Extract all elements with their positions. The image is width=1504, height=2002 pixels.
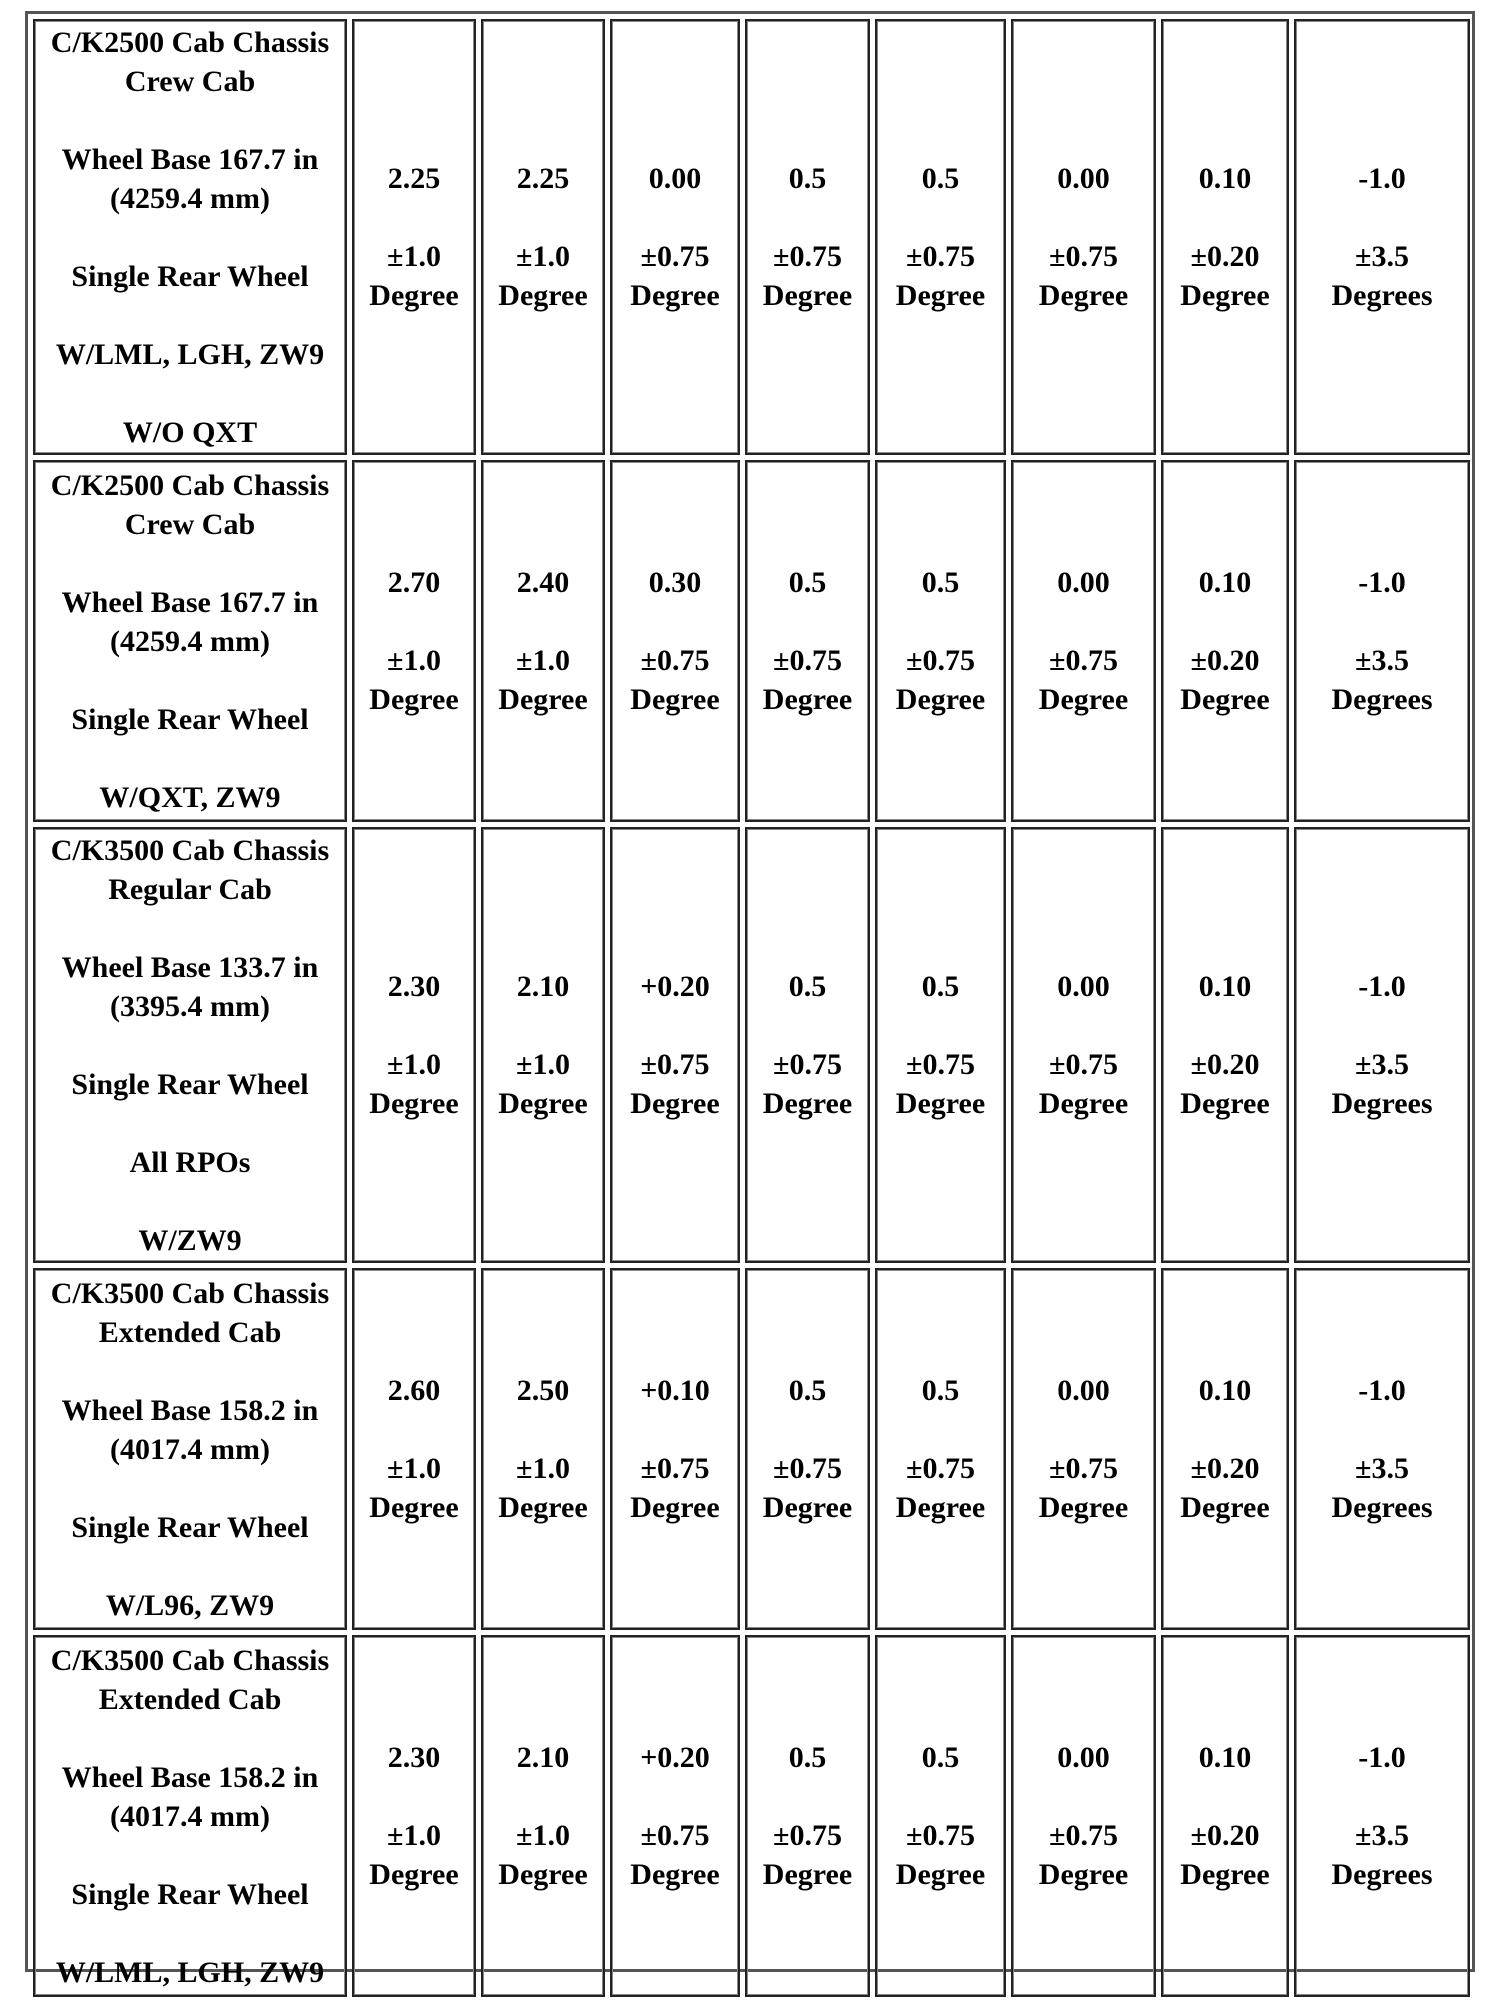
spec-value-cell bbox=[745, 1635, 870, 1997]
spec-tolerance: ±3.5 bbox=[1355, 1452, 1409, 1485]
spec-unit: Degree bbox=[1180, 683, 1270, 716]
spec-value: +0.20 bbox=[640, 1741, 710, 1774]
spec-tolerance: ±3.5 bbox=[1355, 644, 1409, 677]
line-spacer bbox=[612, 602, 738, 641]
line-spacer bbox=[35, 1836, 345, 1875]
spec-tolerance: ±1.0 bbox=[387, 1452, 441, 1485]
line-spacer bbox=[877, 1410, 1004, 1449]
spec-value: 2.10 bbox=[516, 1741, 570, 1774]
spec-tolerance: ±0.20 bbox=[1190, 1819, 1260, 1852]
line-spacer bbox=[1296, 1410, 1468, 1449]
line-spacer bbox=[35, 909, 345, 948]
line-spacer bbox=[483, 1006, 603, 1045]
spec-value-cell bbox=[875, 19, 1006, 455]
spec-value: 0.00 bbox=[1057, 566, 1110, 599]
line-spacer bbox=[35, 1469, 345, 1508]
spec-tolerance: ±1.0 bbox=[387, 1819, 441, 1852]
spec-unit: Degree bbox=[630, 1491, 720, 1524]
vehicle-description-cell bbox=[33, 460, 347, 822]
spec-unit: Degree bbox=[1038, 683, 1129, 716]
vehicle-description-line: W/ZW9 bbox=[138, 1223, 242, 1257]
spec-tolerance: ±0.75 bbox=[640, 240, 710, 273]
line-spacer bbox=[1163, 1006, 1287, 1045]
spec-unit: Degree bbox=[895, 1858, 986, 1891]
spec-tolerance: ±1.0 bbox=[516, 644, 570, 677]
line-spacer bbox=[35, 374, 345, 413]
spec-value-cell bbox=[352, 1268, 476, 1630]
spec-value-cell bbox=[1161, 460, 1289, 822]
spec-value-cell bbox=[745, 460, 870, 822]
vehicle-description-line: (3395.4 mm) bbox=[110, 989, 270, 1023]
spec-unit: Degree bbox=[1180, 279, 1270, 312]
spec-unit: Degree bbox=[369, 683, 459, 716]
spec-value-cell bbox=[1011, 1268, 1156, 1630]
spec-value-cell bbox=[610, 1635, 740, 1997]
spec-value: 2.30 bbox=[387, 970, 441, 1003]
spec-value: 0.5 bbox=[921, 970, 960, 1003]
spec-value: 0.10 bbox=[1198, 1741, 1252, 1774]
line-spacer bbox=[1013, 1777, 1154, 1816]
spec-tolerance: ±0.75 bbox=[906, 1048, 975, 1081]
line-spacer bbox=[1013, 1410, 1154, 1449]
spec-tolerance: ±0.75 bbox=[773, 1452, 842, 1485]
spec-tolerance: ±0.75 bbox=[906, 1819, 975, 1852]
line-spacer bbox=[35, 661, 345, 700]
spec-unit: Degree bbox=[895, 1491, 986, 1524]
spec-unit: Degree bbox=[895, 1087, 986, 1120]
spec-unit: Degree bbox=[1180, 1858, 1270, 1891]
line-spacer bbox=[1163, 1777, 1287, 1816]
spec-unit: Degree bbox=[369, 1858, 459, 1891]
line-spacer bbox=[354, 1777, 474, 1816]
spec-unit: Degree bbox=[498, 1858, 588, 1891]
line-spacer bbox=[747, 1410, 868, 1449]
spec-unit: Degree bbox=[630, 1087, 720, 1120]
spec-tolerance: ±0.20 bbox=[1190, 240, 1260, 273]
spec-value-cell bbox=[1011, 827, 1156, 1263]
spec-unit: Degree bbox=[762, 683, 853, 716]
spec-unit: Degree bbox=[762, 1087, 853, 1120]
spec-value: 2.50 bbox=[516, 1374, 570, 1407]
spec-unit: Degree bbox=[895, 279, 986, 312]
spec-value-cell bbox=[875, 827, 1006, 1263]
line-spacer bbox=[35, 1914, 345, 1953]
vehicle-description-cell bbox=[33, 1268, 347, 1630]
vehicle-description-line: W/LML, LGH, ZW9 bbox=[55, 337, 325, 371]
spec-value-cell bbox=[875, 1635, 1006, 1997]
spec-value: 0.5 bbox=[921, 162, 960, 195]
spec-value: 0.5 bbox=[921, 566, 960, 599]
vehicle-description-line: W/O QXT bbox=[122, 415, 258, 449]
line-spacer bbox=[1163, 602, 1287, 641]
vehicle-description-line: C/K2500 Cab Chassis bbox=[50, 468, 330, 502]
vehicle-description-line: Extended Cab bbox=[98, 1682, 282, 1716]
spec-unit: Degree bbox=[369, 1491, 459, 1524]
line-spacer bbox=[354, 198, 474, 237]
spec-value-cell bbox=[352, 1635, 476, 1997]
spec-value-cell bbox=[352, 827, 476, 1263]
spec-tolerance: ±1.0 bbox=[387, 644, 441, 677]
spec-tolerance: ±1.0 bbox=[516, 240, 570, 273]
line-spacer bbox=[35, 296, 345, 335]
spec-value-cell bbox=[1294, 1268, 1470, 1630]
spec-unit: Degrees bbox=[1331, 1858, 1433, 1891]
spec-value-cell bbox=[1161, 827, 1289, 1263]
line-spacer bbox=[354, 602, 474, 641]
table-row bbox=[33, 1635, 1470, 1997]
line-spacer bbox=[1013, 1006, 1154, 1045]
spec-tolerance: ±0.75 bbox=[640, 1819, 710, 1852]
spec-value: 0.10 bbox=[1198, 970, 1252, 1003]
spec-unit: Degrees bbox=[1331, 683, 1433, 716]
vehicle-description-line: Single Rear Wheel bbox=[71, 1877, 309, 1911]
spec-value: -1.0 bbox=[1358, 970, 1406, 1003]
alignment-spec-table bbox=[28, 14, 1475, 2002]
line-spacer bbox=[1296, 602, 1468, 641]
spec-value: 2.10 bbox=[516, 970, 570, 1003]
spec-value-cell bbox=[1294, 1635, 1470, 1997]
line-spacer bbox=[1013, 602, 1154, 641]
spec-value-cell bbox=[745, 1268, 870, 1630]
spec-value: 0.5 bbox=[788, 1374, 827, 1407]
spec-value: 2.70 bbox=[387, 566, 441, 599]
spec-tolerance: ±0.75 bbox=[773, 644, 842, 677]
alignment-spec-table-frame bbox=[25, 11, 1475, 1989]
line-spacer bbox=[747, 1006, 868, 1045]
spec-value: 0.10 bbox=[1198, 566, 1252, 599]
spec-value: 0.00 bbox=[648, 162, 702, 195]
spec-unit: Degree bbox=[630, 683, 720, 716]
spec-tolerance: ±1.0 bbox=[387, 240, 441, 273]
line-spacer bbox=[35, 1547, 345, 1586]
spec-unit: Degree bbox=[369, 279, 459, 312]
spec-value-cell bbox=[745, 19, 870, 455]
spec-tolerance: ±0.75 bbox=[773, 1048, 842, 1081]
spec-value: 0.00 bbox=[1057, 1741, 1110, 1774]
spec-value: 0.10 bbox=[1198, 1374, 1252, 1407]
spec-tolerance: ±0.75 bbox=[1049, 1819, 1118, 1852]
vehicle-description-line: Single Rear Wheel bbox=[71, 1510, 309, 1544]
line-spacer bbox=[612, 1410, 738, 1449]
spec-tolerance: ±0.20 bbox=[1190, 1452, 1260, 1485]
table-body bbox=[33, 19, 1470, 1997]
spec-value: +0.20 bbox=[640, 970, 710, 1003]
vehicle-description-line: All RPOs bbox=[129, 1145, 251, 1179]
vehicle-description-line: Wheel Base 167.7 in bbox=[61, 142, 319, 176]
vehicle-description-line: (4017.4 mm) bbox=[110, 1432, 270, 1466]
spec-value: 2.60 bbox=[387, 1374, 441, 1407]
line-spacer bbox=[747, 1777, 868, 1816]
line-spacer bbox=[483, 198, 603, 237]
spec-value-cell bbox=[1011, 19, 1156, 455]
line-spacer bbox=[35, 1026, 345, 1065]
spec-value-cell bbox=[1294, 827, 1470, 1263]
spec-unit: Degree bbox=[895, 683, 986, 716]
spec-value-cell bbox=[610, 827, 740, 1263]
spec-value: 0.5 bbox=[788, 1741, 827, 1774]
spec-value: 0.5 bbox=[788, 566, 827, 599]
line-spacer bbox=[35, 1182, 345, 1221]
spec-tolerance: ±0.75 bbox=[640, 644, 710, 677]
table-row bbox=[33, 827, 1470, 1263]
spec-value-cell bbox=[1161, 19, 1289, 455]
vehicle-description-line: C/K3500 Cab Chassis bbox=[50, 833, 330, 867]
spec-tolerance: ±1.0 bbox=[516, 1452, 570, 1485]
vehicle-description-line: Single Rear Wheel bbox=[71, 259, 309, 293]
vehicle-description-line: W/L96, ZW9 bbox=[105, 1588, 275, 1622]
line-spacer bbox=[1296, 1006, 1468, 1045]
line-spacer bbox=[354, 1006, 474, 1045]
line-spacer bbox=[1163, 198, 1287, 237]
spec-value: 0.5 bbox=[788, 162, 827, 195]
spec-value-cell bbox=[352, 19, 476, 455]
line-spacer bbox=[35, 1104, 345, 1143]
spec-value: 0.10 bbox=[1198, 162, 1252, 195]
table-row bbox=[33, 19, 1470, 455]
spec-value: 0.00 bbox=[1057, 162, 1110, 195]
line-spacer bbox=[1296, 1777, 1468, 1816]
vehicle-description-line: (4017.4 mm) bbox=[110, 1799, 270, 1833]
spec-tolerance: ±3.5 bbox=[1355, 1048, 1409, 1081]
spec-value-cell bbox=[481, 1268, 605, 1630]
spec-tolerance: ±0.75 bbox=[1049, 644, 1118, 677]
line-spacer bbox=[35, 544, 345, 583]
vehicle-description-line: Regular Cab bbox=[108, 872, 272, 906]
spec-unit: Degree bbox=[630, 279, 720, 312]
spec-unit: Degree bbox=[1038, 1491, 1129, 1524]
line-spacer bbox=[612, 1006, 738, 1045]
spec-tolerance: ±0.75 bbox=[773, 240, 842, 273]
table-row bbox=[33, 1268, 1470, 1630]
spec-value-cell bbox=[1294, 19, 1470, 455]
spec-value: -1.0 bbox=[1358, 1374, 1406, 1407]
spec-value: -1.0 bbox=[1358, 162, 1406, 195]
spec-unit: Degree bbox=[498, 1087, 588, 1120]
spec-unit: Degree bbox=[498, 1491, 588, 1524]
spec-tolerance: ±0.75 bbox=[1049, 1048, 1118, 1081]
spec-unit: Degree bbox=[1180, 1087, 1270, 1120]
spec-value-cell bbox=[745, 827, 870, 1263]
spec-unit: Degree bbox=[630, 1858, 720, 1891]
vehicle-description-line: (4259.4 mm) bbox=[110, 181, 270, 215]
spec-value-cell bbox=[610, 460, 740, 822]
vehicle-description-line: (4259.4 mm) bbox=[110, 624, 270, 658]
spec-value-cell bbox=[481, 19, 605, 455]
line-spacer bbox=[877, 1006, 1004, 1045]
line-spacer bbox=[35, 218, 345, 257]
line-spacer bbox=[483, 1410, 603, 1449]
line-spacer bbox=[877, 602, 1004, 641]
spec-tolerance: ±0.20 bbox=[1190, 644, 1260, 677]
line-spacer bbox=[1296, 198, 1468, 237]
vehicle-description-line: Single Rear Wheel bbox=[71, 1067, 309, 1101]
spec-value-cell bbox=[481, 827, 605, 1263]
line-spacer bbox=[747, 602, 868, 641]
spec-value: 0.5 bbox=[788, 970, 827, 1003]
spec-value: 2.40 bbox=[516, 566, 570, 599]
vehicle-description-line: Wheel Base 167.7 in bbox=[61, 585, 319, 619]
line-spacer bbox=[612, 198, 738, 237]
line-spacer bbox=[354, 1410, 474, 1449]
spec-value: 2.25 bbox=[516, 162, 570, 195]
spec-value-cell bbox=[481, 460, 605, 822]
spec-value: 0.5 bbox=[921, 1374, 960, 1407]
vehicle-description-line: Extended Cab bbox=[98, 1315, 282, 1349]
spec-unit: Degree bbox=[369, 1087, 459, 1120]
spec-value-cell bbox=[481, 1635, 605, 1997]
vehicle-description-line: C/K2500 Cab Chassis bbox=[50, 25, 330, 59]
line-spacer bbox=[877, 198, 1004, 237]
spec-tolerance: ±0.75 bbox=[906, 644, 975, 677]
vehicle-description-cell bbox=[33, 1635, 347, 1997]
line-spacer bbox=[877, 1777, 1004, 1816]
vehicle-description-line: Wheel Base 158.2 in bbox=[61, 1760, 319, 1794]
line-spacer bbox=[35, 1352, 345, 1391]
spec-value: 2.25 bbox=[387, 162, 441, 195]
spec-value: 0.00 bbox=[1057, 1374, 1110, 1407]
spec-value: 2.30 bbox=[387, 1741, 441, 1774]
spec-unit: Degree bbox=[762, 1491, 853, 1524]
spec-value: 0.00 bbox=[1057, 970, 1110, 1003]
spec-value: +0.10 bbox=[640, 1374, 710, 1407]
spec-unit: Degree bbox=[762, 279, 853, 312]
vehicle-description-line: W/LML, LGH, ZW9 bbox=[55, 1955, 325, 1989]
line-spacer bbox=[483, 602, 603, 641]
line-spacer bbox=[1163, 1410, 1287, 1449]
vehicle-description-line: Wheel Base 133.7 in bbox=[61, 950, 319, 984]
line-spacer bbox=[35, 1719, 345, 1758]
line-spacer bbox=[483, 1777, 603, 1816]
vehicle-description-line: Crew Cab bbox=[124, 507, 256, 541]
spec-unit: Degree bbox=[498, 683, 588, 716]
vehicle-description-line: Wheel Base 158.2 in bbox=[61, 1393, 319, 1427]
vehicle-description-line: Single Rear Wheel bbox=[71, 702, 309, 736]
spec-tolerance: ±1.0 bbox=[387, 1048, 441, 1081]
spec-value-cell bbox=[1011, 460, 1156, 822]
spec-unit: Degree bbox=[1038, 1087, 1129, 1120]
spec-value: 0.30 bbox=[648, 566, 702, 599]
spec-unit: Degree bbox=[1038, 1858, 1129, 1891]
spec-tolerance: ±1.0 bbox=[516, 1819, 570, 1852]
spec-tolerance: ±1.0 bbox=[516, 1048, 570, 1081]
spec-tolerance: ±3.5 bbox=[1355, 1819, 1409, 1852]
spec-tolerance: ±0.75 bbox=[640, 1452, 710, 1485]
spec-tolerance: ±0.75 bbox=[906, 1452, 975, 1485]
spec-value: -1.0 bbox=[1358, 1741, 1406, 1774]
spec-value-cell bbox=[352, 460, 476, 822]
table-row bbox=[33, 460, 1470, 822]
spec-unit: Degree bbox=[1180, 1491, 1270, 1524]
spec-unit: Degree bbox=[498, 279, 588, 312]
spec-value-cell bbox=[875, 1268, 1006, 1630]
spec-unit: Degree bbox=[762, 1858, 853, 1891]
spec-value-cell bbox=[1161, 1635, 1289, 1997]
vehicle-description-line: C/K3500 Cab Chassis bbox=[50, 1276, 330, 1310]
spec-unit: Degrees bbox=[1331, 1087, 1433, 1120]
line-spacer bbox=[35, 101, 345, 140]
spec-tolerance: ±0.75 bbox=[773, 1819, 842, 1852]
spec-value: -1.0 bbox=[1358, 566, 1406, 599]
spec-tolerance: ±0.20 bbox=[1190, 1048, 1260, 1081]
spec-tolerance: ±3.5 bbox=[1355, 240, 1409, 273]
vehicle-description-line: C/K3500 Cab Chassis bbox=[50, 1643, 330, 1677]
vehicle-description-cell bbox=[33, 827, 347, 1263]
spec-unit: Degree bbox=[1038, 279, 1129, 312]
spec-tolerance: ±0.75 bbox=[906, 240, 975, 273]
line-spacer bbox=[1013, 198, 1154, 237]
spec-value-cell bbox=[1294, 460, 1470, 822]
spec-unit: Degrees bbox=[1331, 1491, 1433, 1524]
vehicle-description-line: Crew Cab bbox=[124, 64, 256, 98]
spec-value-cell bbox=[610, 19, 740, 455]
spec-tolerance: ±0.75 bbox=[640, 1048, 710, 1081]
spec-value-cell bbox=[1161, 1268, 1289, 1630]
line-spacer bbox=[747, 198, 868, 237]
spec-unit: Degrees bbox=[1331, 279, 1433, 312]
vehicle-description-line: W/QXT, ZW9 bbox=[99, 780, 281, 814]
vehicle-description-cell bbox=[33, 19, 347, 455]
spec-value-cell bbox=[610, 1268, 740, 1630]
line-spacer bbox=[612, 1777, 738, 1816]
spec-value-cell bbox=[1011, 1635, 1156, 1997]
spec-tolerance: ±0.75 bbox=[1049, 1452, 1118, 1485]
spec-tolerance: ±0.75 bbox=[1049, 240, 1118, 273]
line-spacer bbox=[35, 739, 345, 778]
spec-value: 0.5 bbox=[921, 1741, 960, 1774]
spec-value-cell bbox=[875, 460, 1006, 822]
